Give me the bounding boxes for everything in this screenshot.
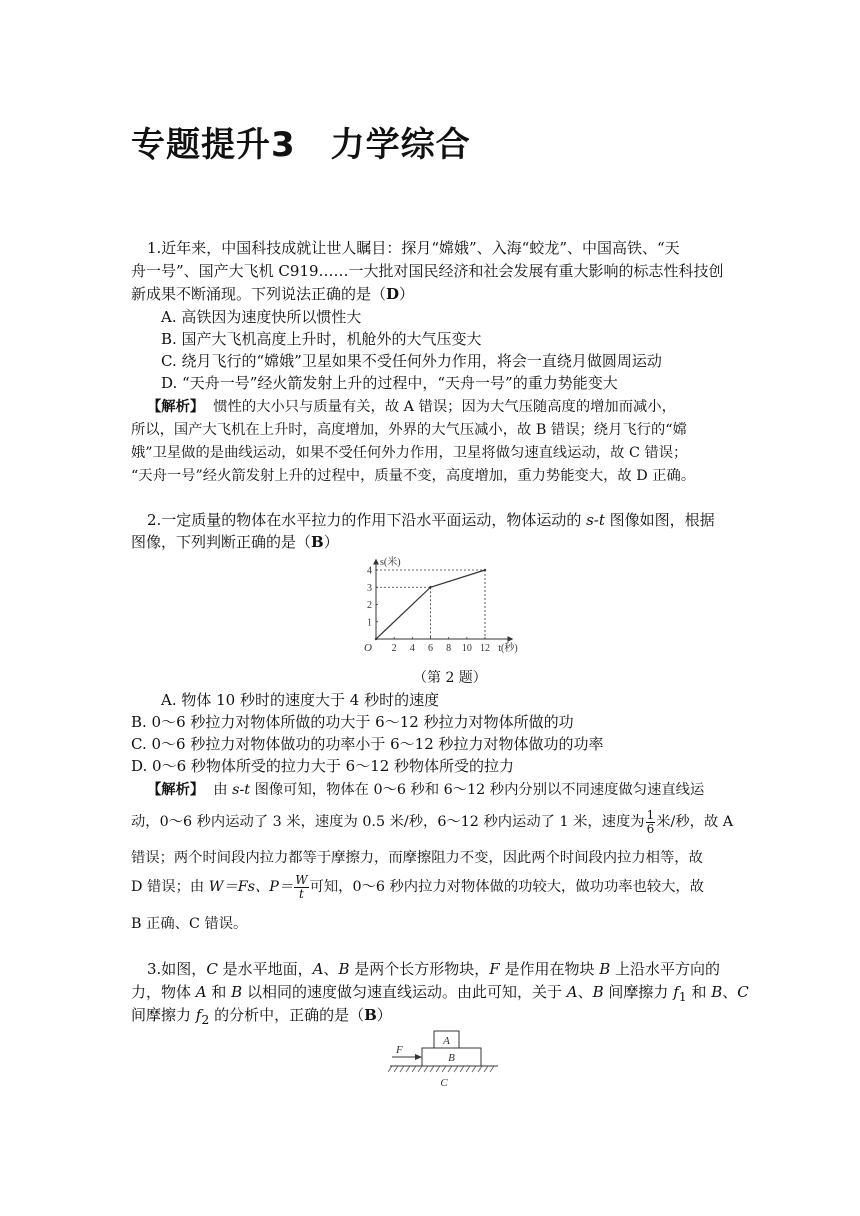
figure-2-caption: （第 2 题） [413, 670, 487, 686]
q1-analysis-line-1: 【解析】 惯性的大小只与质量有关，故 A 错误；因为大气压随高度的增加而减小， [147, 399, 676, 415]
q3-stem-line-2: 力，物体 A 和 B 以相同的速度做匀速直线运动。由此可知，关于 A、B 间摩擦力 $f_1$ 和 B、C [131, 983, 749, 1004]
y-tick-label: 4 [367, 565, 372, 577]
q1-option-a: A. 高铁因为速度快所以惯性大 [161, 308, 362, 326]
fraction-power-formula: $\frac{W}{t}$ [295, 872, 308, 901]
q1-stem-line-3: 新成果不断涌现。下列说法正确的是（D） [131, 285, 415, 303]
q2-analysis-line-3: 错误；两个时间段内拉力都等于摩擦力，而摩擦阻力不变，因此两个时间段内拉力相等，故 [131, 850, 703, 866]
x-tick-label: 12 [480, 643, 490, 654]
x-tick-label: 4 [409, 643, 415, 654]
q1-option-c: C. 绕月飞行的“嫦娥”卫星如果不受任何外力作用，将会一直绕月做圆周运动 [161, 352, 662, 370]
q3-stem-line-3: 间摩擦力 $f_2$ 的分析中，正确的是（B） [131, 1006, 392, 1027]
st-graph-chart [360, 555, 522, 663]
y-tick-label: 2 [367, 600, 372, 611]
q2-answer: B [311, 533, 324, 551]
q1-option-b: B. 国产大飞机高度上升时，机舱外的大气压变大 [161, 330, 482, 348]
q1-analysis-label: 【解析】 [147, 399, 205, 415]
data-point [484, 569, 486, 571]
data-point [429, 586, 431, 588]
y-tick-label: 3 [367, 582, 372, 594]
q2-analysis-line-5: B 正确、C 错误。 [131, 916, 248, 932]
q2-option-c: C. 0～6 秒拉力对物体做功的功率小于 6～12 秒拉力对物体做功的功率 [131, 735, 604, 753]
q2-analysis-label: 【解析】 [147, 782, 205, 798]
page-title: 专题提升3 力学综合 [131, 125, 471, 165]
q1-analysis-line-4: “天舟一号”经火箭发射上升的过程中，质量不变，高度增加，重力势能变大，故 D 正确。 [131, 468, 696, 484]
q2-stem-line-2: 图像，下列判断正确的是（B） [131, 533, 339, 551]
x-axis-label: t(秒) [498, 643, 518, 654]
q3-stem-line-1: 3.如图，C 是水平地面，A、B 是两个长方形物块，F 是作用在物块 B 上沿水平方向的 [147, 960, 721, 978]
x-tick-label: 8 [446, 643, 452, 654]
q2-analysis-line-4: D 错误；由 W＝Fs、P＝ $\frac{W}{t}$ 可知，0～6 秒内拉力对物体做的功较大，做功功率也较大，故 [131, 872, 705, 901]
q2-option-a: A. 物体 10 秒时的速度大于 4 秒时的速度 [161, 691, 440, 709]
q3-answer: B [364, 1006, 377, 1024]
q2-stem-line-1: 2.一定质量的物体在水平拉力的作用下沿水平面运动，物体运动的 s-t 图像如图，根据 [147, 511, 715, 529]
ground-label: C [440, 1077, 448, 1089]
q2-analysis-line-1: 【解析】 由 s-t 图像可知，物体在 0～6 秒和 6～12 秒内分别以不同速度做匀速直线运 [147, 782, 705, 798]
origin-label: O [364, 642, 372, 654]
block-b-label: B [448, 1052, 455, 1064]
y-axis-label: s(米) [380, 557, 401, 568]
x-tick-label: 10 [461, 643, 472, 654]
x-tick-label: 6 [428, 643, 433, 654]
q1-answer: D [386, 285, 400, 303]
fraction-one-sixth: $\frac{1}{6}$ [646, 807, 655, 836]
q2-option-d: D. 0～6 秒物体所受的拉力大于 6～12 秒物体所受的拉力 [131, 757, 515, 775]
force-label: F [396, 1044, 403, 1056]
ground-hatching [388, 1066, 494, 1072]
q1-option-d: D. “天舟一号”经火箭发射上升的过程中，“天舟一号”的重力势能变大 [161, 374, 618, 392]
blocks-diagram [388, 1028, 500, 1090]
q2-option-b: B. 0～6 秒拉力对物体所做的功大于 6～12 秒拉力对物体所做的功 [131, 713, 574, 731]
q1-analysis-line-2: 所以，国产大飞机在上升时，高度增加，外界的大气压减小，故 B 错误；绕月飞行的“嫦 [131, 422, 687, 438]
block-a-label: A [443, 1035, 450, 1047]
y-tick-label: 1 [367, 617, 372, 629]
data-point [375, 638, 377, 640]
q2-analysis-line-2: 动，0～6 秒内运动了 3 米，速度为 0.5 米/秒，6～12 秒内运动了 1 米，速度为 $\frac{1}{6}$ 米/秒，故 A [131, 807, 734, 836]
x-tick-label: 2 [391, 643, 397, 654]
q1-stem-line-2: 舟一号”、国产大飞机 C919……一大批对国民经济和社会发展有重大影响的标志性科技创 [131, 262, 724, 280]
q1-analysis-line-3: 娥”卫星做的是曲线运动，如果不受任何外力作用，卫星将做匀速直线运动，故 C 错误； [131, 445, 688, 461]
q1-stem-line-1: 1.近年来，中国科技成就让世人瞩目：探月“嫦娥”、入海“蛟龙”、中国高铁、“天 [147, 239, 680, 257]
